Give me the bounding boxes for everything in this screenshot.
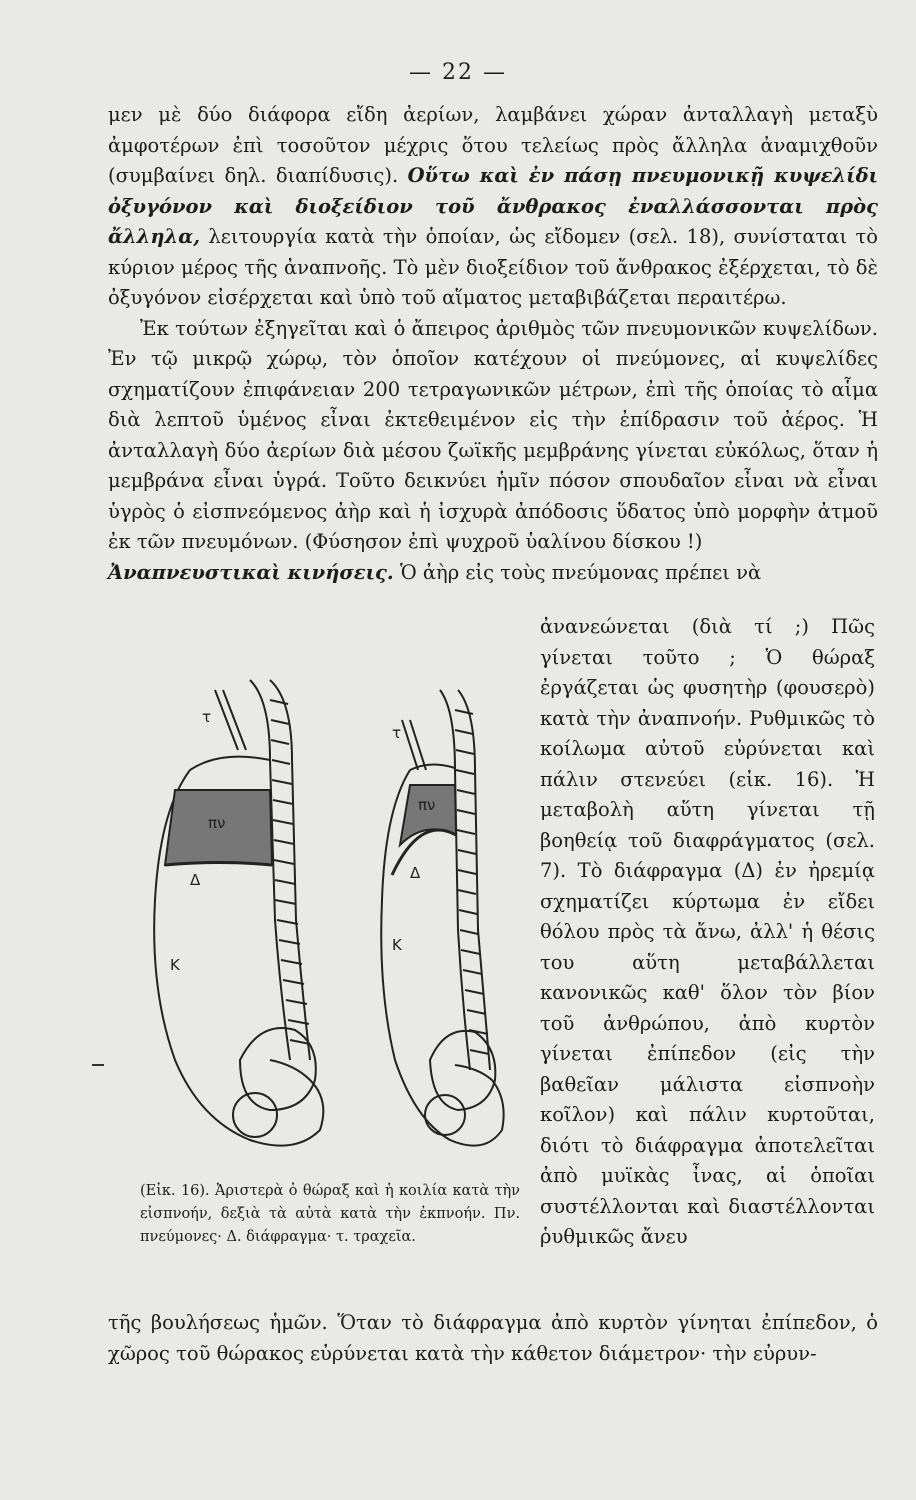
margin-mark <box>92 1064 104 1066</box>
bottom-text <box>108 1308 878 1369</box>
spine-right <box>440 690 490 1070</box>
label-trachea-right: τ <box>392 724 402 742</box>
label-diaphragm-right: Δ <box>410 864 421 882</box>
section-heading-respiratory-movements: Ἀναπνευστικαὶ κινήσεις. <box>108 560 394 584</box>
paragraph-1-emphasis: Οὕτω καὶ ἐν πάσῃ πνευμονικῇ κυψελίδι ὀξυγόνον καὶ διοξείδιον τοῦ ἄνθρακος ἐναλλάσσονται πρὸς ἄλληλα, <box>108 164 879 248</box>
trachea-right <box>402 720 426 770</box>
label-lung-right: πν <box>418 796 436 814</box>
pelvis-left <box>240 1028 316 1110</box>
pelvis-right <box>430 1031 495 1110</box>
inhalation-diagram <box>154 680 323 1146</box>
page-number: — 22 — <box>409 60 507 85</box>
paragraph-1-start: μεν μὲ δύο διάφορα εἴδη ἀερίων, λαμβάνει χώραν ἀνταλλαγὴ μεταξὺ ἀμφοτέρων ἐπὶ τοσοῦτον μέχρις ὅτου τελείως πρὸς ἄλληλα ἀναμιχθοῦν (συμβαίνει δηλ. διαπίδυσις). <box>108 103 878 187</box>
paragraph-3-start: Ὁ ἀὴρ εἰς τοὺς πνεύμονας πρέπει νὰ <box>399 560 762 584</box>
thorax-diagrams <box>120 660 530 1180</box>
main-text-top <box>108 100 878 588</box>
spine-left <box>250 680 310 1060</box>
diaphragm-left <box>165 863 272 866</box>
label-lung-left: πν <box>208 814 226 832</box>
trachea-left <box>215 690 246 750</box>
paragraph-1 <box>108 100 878 314</box>
paragraph-1-end: λειτουργία κατὰ τὴν ὁποίαν, ὡς εἴδομεν (σελ. 18), συνίσταται τὸ κύριον μέρος τῆς ἀναπνοῆς. Τὸ μὲν διοξείδιον τοῦ ἄνθρακος ἐξέρχεται, τὸ δὲ ὀξυγόνον εἰσέρχεται καὶ ὑπὸ τοῦ αἵματος μεταβιβάζεται περαιτέρω. <box>108 225 878 309</box>
lung-right <box>400 785 456 845</box>
paragraph-3 <box>108 558 878 589</box>
bottom-paragraph: τῆς βουλήσεως ἡμῶν. Ὅταν τὸ διάφραγμα ἀπὸ κυρτὸν γίνηται ἐπίπεδον, ὁ χῶρος τοῦ θώρακος εὐρύνεται κατὰ τὴν κάθετον διάμετρον· τὴν εὐρυν- <box>108 1311 878 1365</box>
label-abdomen-right: Κ <box>392 936 402 954</box>
figure-caption: (Εἰκ. 16). Ἀριστερὰ ὁ θώραξ καὶ ἡ κοιλία κατὰ τὴν εἰσπνοήν, δεξιὰ τὰ αὐτὰ κατὰ τὴν ἐκπνοήν. Πν. πνεύμονες· Δ. διάφραγμα· τ. τραχεῖα. <box>140 1183 520 1245</box>
thorax-figure <box>120 660 530 1180</box>
chest-top-left <box>190 757 270 770</box>
label-trachea-left: τ <box>202 708 212 726</box>
hip-left <box>233 1093 277 1137</box>
label-diaphragm-left: Δ <box>190 871 201 889</box>
exhalation-diagram <box>381 690 503 1146</box>
right-column-text: ἀνανεώνεται (διὰ τί ;) Πῶς γίνεται τοῦτο ; Ὁ θώραξ ἐργάζεται ὡς φυσητὴρ (φουσερὸ) κατὰ τὴν ἀναπνοήν. Ρυθμικῶς τὸ κοίλωμα αὐτοῦ εὐρύνεται καὶ πάλιν στενεύει (εἰκ. 16). Ἡ μεταβολὴ αὕτη γίνεται τῇ βοηθείᾳ τοῦ διαφράγματος (σελ. 7). Τὸ διάφραγμα (Δ) ἐν ἠρεμίᾳ σχηματίζει κύρτωμα ἐν εἴδει θόλου πρὸς τὰ ἄνω, ἀλλ' ἡ θέσις του αὕτη μεταβάλλεται κανονικῶς καθ' ὅλον τὸν βίον τοῦ ἀνθρώπου, ἀπὸ κυρτὸν γίνεται ἐπίπεδον (εἰς τὴν βαθεῖαν μάλιστα εἰσπνοὴν κοῖλον) καὶ πάλιν κυρτοῦται, διότι τὸ διάφραγμα ἀποτελεῖται ἀπὸ μυϊκὰς ἶνας, αἱ ὁποῖαι συστέλλονται καὶ διαστέλλονται ῥυθμικῶς ἄνευ <box>540 615 875 1248</box>
paragraph-2: Ἐκ τούτων ἐξηγεῖται καὶ ὁ ἄπειρος ἀριθμὸς τῶν πνευμονικῶν κυψελίδων. Ἐν τῷ μικρῷ χώρῳ, τὸν ὁποῖον κατέχουν οἱ πνεύμονες, αἱ κυψελίδες σχηματίζουν ἐπιφάνειαν 200 τετραγωνικῶν μέτρων, ἐπὶ τῆς ὁποίας τὸ αἷμα διὰ λεπτοῦ ὑμένος εἶναι ἐκτεθειμένον εἰς τὴν ἐπίδρασιν τοῦ ἀέρος. Ἡ ἀνταλλαγὴ δύο ἀερίων διὰ μέσου ζωϊκῆς μεμβράνης γίνεται εὐκόλως, ὅταν ἡ μεμβράνα εἶναι ὑγρά. Τοῦτο δεικνύει ἡμῖν πόσον σπουδαῖον εἶναι νὰ εἶναι ὑγρὸς ὁ εἰσπνεόμενος ἀὴρ καὶ ἡ ἰσχυρὰ ἀπόδοσις ὕδατος ὑπὸ μορφὴν ἀτμοῦ ἐκ τῶν πνευμόνων. (Φύσησον ἐπὶ ψυχροῦ ὑαλίνου δίσκου !) <box>108 316 878 553</box>
label-abdomen-left: Κ <box>170 956 180 974</box>
hip-right <box>425 1095 465 1135</box>
